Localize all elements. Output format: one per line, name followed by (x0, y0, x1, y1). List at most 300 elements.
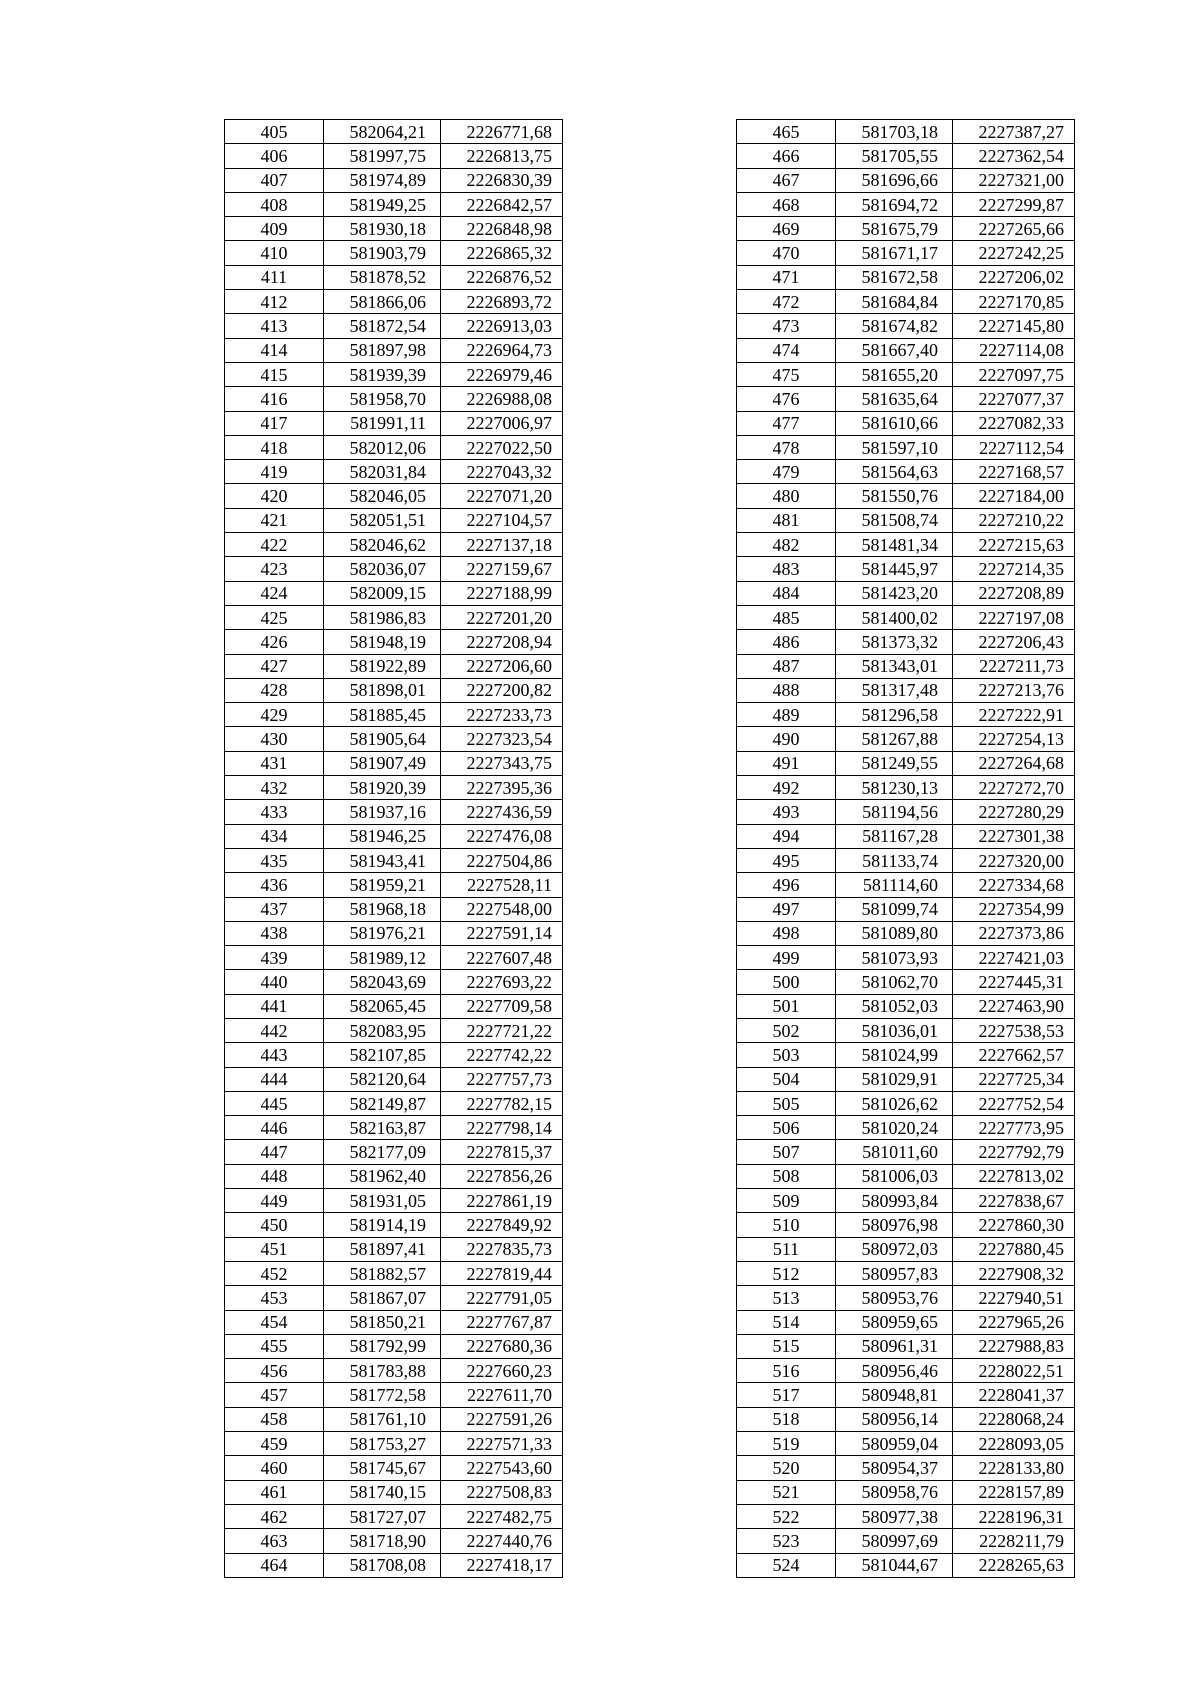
point-number-cell: 455 (225, 1334, 324, 1358)
y-coordinate-cell: 2227709,58 (441, 994, 563, 1018)
table-row (737, 1310, 1075, 1334)
y-coordinate-cell: 2227082,33 (953, 411, 1075, 435)
y-coordinate-cell: 2227440,76 (441, 1529, 563, 1553)
point-number-cell: 443 (225, 1043, 324, 1067)
x-coordinate-cell: 581792,99 (324, 1334, 441, 1358)
y-coordinate-cell: 2228157,89 (953, 1480, 1075, 1504)
table-row (737, 241, 1075, 265)
table-row (737, 1334, 1075, 1358)
x-coordinate-cell: 581907,49 (324, 751, 441, 775)
table-row (225, 1553, 563, 1577)
point-number-cell: 407 (225, 168, 324, 192)
table-row (225, 1504, 563, 1528)
table-row (225, 824, 563, 848)
point-number-cell: 447 (225, 1140, 324, 1164)
point-number-cell: 504 (737, 1067, 836, 1091)
x-coordinate-cell: 581914,19 (324, 1213, 441, 1237)
y-coordinate-cell: 2227208,94 (441, 630, 563, 654)
x-coordinate-cell: 581052,03 (836, 994, 953, 1018)
point-number-cell: 512 (737, 1261, 836, 1285)
y-coordinate-cell: 2227145,80 (953, 314, 1075, 338)
y-coordinate-cell: 2227299,87 (953, 192, 1075, 216)
x-coordinate-cell: 581898,01 (324, 678, 441, 702)
x-coordinate-cell: 581962,40 (324, 1164, 441, 1188)
x-coordinate-cell: 581745,67 (324, 1456, 441, 1480)
table-row (225, 703, 563, 727)
table-row (225, 1091, 563, 1115)
table-row (225, 1043, 563, 1067)
point-number-cell: 424 (225, 581, 324, 605)
point-number-cell: 466 (737, 144, 836, 168)
point-number-cell: 450 (225, 1213, 324, 1237)
table-row (737, 1261, 1075, 1285)
table-row (737, 362, 1075, 386)
table-row (737, 776, 1075, 800)
point-number-cell: 475 (737, 362, 836, 386)
x-coordinate-cell: 581610,66 (836, 411, 953, 435)
x-coordinate-cell: 580959,65 (836, 1310, 953, 1334)
point-number-cell: 474 (737, 338, 836, 362)
y-coordinate-cell: 2227835,73 (441, 1237, 563, 1261)
y-coordinate-cell: 2227815,37 (441, 1140, 563, 1164)
table-row (225, 338, 563, 362)
point-number-cell: 465 (737, 120, 836, 144)
point-number-cell: 480 (737, 484, 836, 508)
point-number-cell: 452 (225, 1261, 324, 1285)
y-coordinate-cell: 2227725,34 (953, 1067, 1075, 1091)
point-number-cell: 500 (737, 970, 836, 994)
x-coordinate-cell: 581946,25 (324, 824, 441, 848)
point-number-cell: 456 (225, 1359, 324, 1383)
table-row (225, 484, 563, 508)
point-number-cell: 491 (737, 751, 836, 775)
y-coordinate-cell: 2228041,37 (953, 1383, 1075, 1407)
point-number-cell: 451 (225, 1237, 324, 1261)
y-coordinate-cell: 2228265,63 (953, 1553, 1075, 1577)
point-number-cell: 413 (225, 314, 324, 338)
y-coordinate-cell: 2227071,20 (441, 484, 563, 508)
x-coordinate-cell: 581772,58 (324, 1383, 441, 1407)
y-coordinate-cell: 2226771,68 (441, 120, 563, 144)
point-number-cell: 493 (737, 800, 836, 824)
x-coordinate-cell: 582120,64 (324, 1067, 441, 1091)
x-coordinate-cell: 581943,41 (324, 848, 441, 872)
y-coordinate-cell: 2227988,83 (953, 1334, 1075, 1358)
x-coordinate-cell: 581708,08 (324, 1553, 441, 1577)
table-row (225, 1018, 563, 1042)
x-coordinate-cell: 582031,84 (324, 460, 441, 484)
table-row (737, 460, 1075, 484)
x-coordinate-cell: 581343,01 (836, 654, 953, 678)
y-coordinate-cell: 2228133,80 (953, 1456, 1075, 1480)
x-coordinate-cell: 581267,88 (836, 727, 953, 751)
y-coordinate-cell: 2227880,45 (953, 1237, 1075, 1261)
y-coordinate-cell: 2227343,75 (441, 751, 563, 775)
y-coordinate-cell: 2227211,73 (953, 654, 1075, 678)
x-coordinate-cell: 580993,84 (836, 1189, 953, 1213)
x-coordinate-cell: 581882,57 (324, 1261, 441, 1285)
x-coordinate-cell: 581878,52 (324, 265, 441, 289)
point-number-cell: 517 (737, 1383, 836, 1407)
x-coordinate-cell: 581400,02 (836, 605, 953, 629)
x-coordinate-cell: 581114,60 (836, 873, 953, 897)
x-coordinate-cell: 581099,74 (836, 897, 953, 921)
x-coordinate-cell: 581905,64 (324, 727, 441, 751)
y-coordinate-cell: 2226848,98 (441, 217, 563, 241)
point-number-cell: 509 (737, 1189, 836, 1213)
table-row (737, 824, 1075, 848)
table-row (225, 630, 563, 654)
table-row (737, 1140, 1075, 1164)
table-row (737, 435, 1075, 459)
table-row (225, 727, 563, 751)
point-number-cell: 421 (225, 508, 324, 532)
point-number-cell: 459 (225, 1432, 324, 1456)
y-coordinate-cell: 2227170,85 (953, 290, 1075, 314)
table-row (737, 1359, 1075, 1383)
y-coordinate-cell: 2226830,39 (441, 168, 563, 192)
point-number-cell: 502 (737, 1018, 836, 1042)
table-row (737, 897, 1075, 921)
x-coordinate-cell: 581867,07 (324, 1286, 441, 1310)
point-number-cell: 461 (225, 1480, 324, 1504)
table-row (225, 217, 563, 241)
table-row (737, 1529, 1075, 1553)
x-coordinate-cell: 581133,74 (836, 848, 953, 872)
y-coordinate-cell: 2227264,68 (953, 751, 1075, 775)
x-coordinate-cell: 581903,79 (324, 241, 441, 265)
y-coordinate-cell: 2227104,57 (441, 508, 563, 532)
point-number-cell: 410 (225, 241, 324, 265)
y-coordinate-cell: 2227543,60 (441, 1456, 563, 1480)
point-number-cell: 409 (225, 217, 324, 241)
x-coordinate-cell: 581986,83 (324, 605, 441, 629)
y-coordinate-cell: 2227838,67 (953, 1189, 1075, 1213)
x-coordinate-cell: 581703,18 (836, 120, 953, 144)
point-number-cell: 464 (225, 1553, 324, 1577)
x-coordinate-cell: 581249,55 (836, 751, 953, 775)
point-number-cell: 431 (225, 751, 324, 775)
point-number-cell: 414 (225, 338, 324, 362)
x-coordinate-cell: 581872,54 (324, 314, 441, 338)
point-number-cell: 406 (225, 144, 324, 168)
x-coordinate-cell: 581655,20 (836, 362, 953, 386)
table-row (225, 1407, 563, 1431)
y-coordinate-cell: 2227188,99 (441, 581, 563, 605)
y-coordinate-cell: 2227043,32 (441, 460, 563, 484)
table-row (737, 946, 1075, 970)
table-row (225, 241, 563, 265)
point-number-cell: 442 (225, 1018, 324, 1042)
coordinates-table-left (224, 119, 563, 1578)
point-number-cell: 412 (225, 290, 324, 314)
table-row (737, 1553, 1075, 1577)
table-row (225, 1359, 563, 1383)
y-coordinate-cell: 2226893,72 (441, 290, 563, 314)
y-coordinate-cell: 2227254,13 (953, 727, 1075, 751)
table-row (225, 387, 563, 411)
point-number-cell: 511 (737, 1237, 836, 1261)
x-coordinate-cell: 581931,05 (324, 1189, 441, 1213)
point-number-cell: 507 (737, 1140, 836, 1164)
y-coordinate-cell: 2227782,15 (441, 1091, 563, 1115)
table-row (225, 800, 563, 824)
x-coordinate-cell: 582107,85 (324, 1043, 441, 1067)
y-coordinate-cell: 2227201,20 (441, 605, 563, 629)
table-row (737, 1383, 1075, 1407)
y-coordinate-cell: 2227233,73 (441, 703, 563, 727)
y-coordinate-cell: 2227022,50 (441, 435, 563, 459)
x-coordinate-cell: 581939,39 (324, 362, 441, 386)
y-coordinate-cell: 2227213,76 (953, 678, 1075, 702)
x-coordinate-cell: 581696,66 (836, 168, 953, 192)
x-coordinate-cell: 582064,21 (324, 120, 441, 144)
table-row (225, 168, 563, 192)
y-coordinate-cell: 2227482,75 (441, 1504, 563, 1528)
x-coordinate-cell: 580961,31 (836, 1334, 953, 1358)
point-number-cell: 438 (225, 921, 324, 945)
x-coordinate-cell: 581020,24 (836, 1116, 953, 1140)
point-number-cell: 487 (737, 654, 836, 678)
y-coordinate-cell: 2226913,03 (441, 314, 563, 338)
table-row (225, 508, 563, 532)
y-coordinate-cell: 2227591,26 (441, 1407, 563, 1431)
table-row (737, 921, 1075, 945)
point-number-cell: 495 (737, 848, 836, 872)
x-coordinate-cell: 581761,10 (324, 1407, 441, 1431)
table-row (225, 678, 563, 702)
point-number-cell: 513 (737, 1286, 836, 1310)
point-number-cell: 411 (225, 265, 324, 289)
x-coordinate-cell: 581974,89 (324, 168, 441, 192)
table-row (737, 533, 1075, 557)
y-coordinate-cell: 2227159,67 (441, 557, 563, 581)
x-coordinate-cell: 581948,19 (324, 630, 441, 654)
table-row (737, 630, 1075, 654)
point-number-cell: 427 (225, 654, 324, 678)
y-coordinate-cell: 2227798,14 (441, 1116, 563, 1140)
x-coordinate-cell: 580953,76 (836, 1286, 953, 1310)
y-coordinate-cell: 2227112,54 (953, 435, 1075, 459)
table-row (225, 897, 563, 921)
table-row (225, 192, 563, 216)
y-coordinate-cell: 2227208,89 (953, 581, 1075, 605)
x-coordinate-cell: 581089,80 (836, 921, 953, 945)
x-coordinate-cell: 581006,03 (836, 1164, 953, 1188)
y-coordinate-cell: 2227611,70 (441, 1383, 563, 1407)
y-coordinate-cell: 2227548,00 (441, 897, 563, 921)
x-coordinate-cell: 581705,55 (836, 144, 953, 168)
x-coordinate-cell: 580956,46 (836, 1359, 953, 1383)
point-number-cell: 505 (737, 1091, 836, 1115)
table-row (737, 1286, 1075, 1310)
y-coordinate-cell: 2227387,27 (953, 120, 1075, 144)
y-coordinate-cell: 2227860,30 (953, 1213, 1075, 1237)
point-number-cell: 437 (225, 897, 324, 921)
y-coordinate-cell: 2227849,92 (441, 1213, 563, 1237)
point-number-cell: 501 (737, 994, 836, 1018)
table-row (225, 1116, 563, 1140)
x-coordinate-cell: 581011,60 (836, 1140, 953, 1164)
y-coordinate-cell: 2227528,11 (441, 873, 563, 897)
x-coordinate-cell: 581959,21 (324, 873, 441, 897)
table-row (225, 581, 563, 605)
y-coordinate-cell: 2227767,87 (441, 1310, 563, 1334)
y-coordinate-cell: 2227222,91 (953, 703, 1075, 727)
table-row (225, 557, 563, 581)
point-number-cell: 453 (225, 1286, 324, 1310)
point-number-cell: 446 (225, 1116, 324, 1140)
table-row (225, 362, 563, 386)
table-row (737, 727, 1075, 751)
x-coordinate-cell: 580958,76 (836, 1480, 953, 1504)
y-coordinate-cell: 2226865,32 (441, 241, 563, 265)
x-coordinate-cell: 581968,18 (324, 897, 441, 921)
x-coordinate-cell: 581550,76 (836, 484, 953, 508)
point-number-cell: 520 (737, 1456, 836, 1480)
x-coordinate-cell: 581718,90 (324, 1529, 441, 1553)
point-number-cell: 481 (737, 508, 836, 532)
point-number-cell: 514 (737, 1310, 836, 1334)
table-row (737, 1237, 1075, 1261)
table-row (737, 1213, 1075, 1237)
table-row (225, 873, 563, 897)
y-coordinate-cell: 2227463,90 (953, 994, 1075, 1018)
y-coordinate-cell: 2227210,22 (953, 508, 1075, 532)
point-number-cell: 484 (737, 581, 836, 605)
y-coordinate-cell: 2228196,31 (953, 1504, 1075, 1528)
table-row (225, 751, 563, 775)
y-coordinate-cell: 2228211,79 (953, 1529, 1075, 1553)
point-number-cell: 439 (225, 946, 324, 970)
point-number-cell: 524 (737, 1553, 836, 1577)
point-number-cell: 449 (225, 1189, 324, 1213)
y-coordinate-cell: 2227538,53 (953, 1018, 1075, 1042)
y-coordinate-cell: 2227856,26 (441, 1164, 563, 1188)
y-coordinate-cell: 2227861,19 (441, 1189, 563, 1213)
table-row (737, 605, 1075, 629)
table-row (737, 484, 1075, 508)
point-number-cell: 482 (737, 533, 836, 557)
y-coordinate-cell: 2227242,25 (953, 241, 1075, 265)
y-coordinate-cell: 2227791,05 (441, 1286, 563, 1310)
y-coordinate-cell: 2227197,08 (953, 605, 1075, 629)
x-coordinate-cell: 581672,58 (836, 265, 953, 289)
y-coordinate-cell: 2227206,43 (953, 630, 1075, 654)
point-number-cell: 419 (225, 460, 324, 484)
table-row (737, 654, 1075, 678)
y-coordinate-cell: 2227752,54 (953, 1091, 1075, 1115)
point-number-cell: 417 (225, 411, 324, 435)
point-number-cell: 486 (737, 630, 836, 654)
x-coordinate-cell: 581194,56 (836, 800, 953, 824)
x-coordinate-cell: 580948,81 (836, 1383, 953, 1407)
x-coordinate-cell: 581997,75 (324, 144, 441, 168)
point-number-cell: 436 (225, 873, 324, 897)
y-coordinate-cell: 2227206,02 (953, 265, 1075, 289)
x-coordinate-cell: 581958,70 (324, 387, 441, 411)
x-coordinate-cell: 581508,74 (836, 508, 953, 532)
point-number-cell: 428 (225, 678, 324, 702)
y-coordinate-cell: 2227940,51 (953, 1286, 1075, 1310)
y-coordinate-cell: 2227508,83 (441, 1480, 563, 1504)
y-coordinate-cell: 2227607,48 (441, 946, 563, 970)
point-number-cell: 434 (225, 824, 324, 848)
x-coordinate-cell: 581667,40 (836, 338, 953, 362)
y-coordinate-cell: 2227206,60 (441, 654, 563, 678)
point-number-cell: 488 (737, 678, 836, 702)
point-number-cell: 415 (225, 362, 324, 386)
x-coordinate-cell: 581989,12 (324, 946, 441, 970)
y-coordinate-cell: 2227571,33 (441, 1432, 563, 1456)
table-row (225, 946, 563, 970)
table-row (225, 1140, 563, 1164)
table-row (225, 1310, 563, 1334)
table-row (737, 1504, 1075, 1528)
table-row (225, 1164, 563, 1188)
point-number-cell: 503 (737, 1043, 836, 1067)
point-number-cell: 416 (225, 387, 324, 411)
point-number-cell: 441 (225, 994, 324, 1018)
table-row (737, 1432, 1075, 1456)
table-row (225, 1456, 563, 1480)
y-coordinate-cell: 2227265,66 (953, 217, 1075, 241)
point-number-cell: 432 (225, 776, 324, 800)
table-row (225, 1261, 563, 1285)
x-coordinate-cell: 582043,69 (324, 970, 441, 994)
x-coordinate-cell: 581949,25 (324, 192, 441, 216)
y-coordinate-cell: 2227591,14 (441, 921, 563, 945)
point-number-cell: 506 (737, 1116, 836, 1140)
x-coordinate-cell: 581036,01 (836, 1018, 953, 1042)
y-coordinate-cell: 2227321,00 (953, 168, 1075, 192)
point-number-cell: 448 (225, 1164, 324, 1188)
x-coordinate-cell: 582177,09 (324, 1140, 441, 1164)
point-number-cell: 492 (737, 776, 836, 800)
point-number-cell: 496 (737, 873, 836, 897)
table-row (225, 776, 563, 800)
table-row (737, 192, 1075, 216)
table-row (737, 120, 1075, 144)
x-coordinate-cell: 580954,37 (836, 1456, 953, 1480)
y-coordinate-cell: 2227476,08 (441, 824, 563, 848)
x-coordinate-cell: 581684,84 (836, 290, 953, 314)
x-coordinate-cell: 581024,99 (836, 1043, 953, 1067)
x-coordinate-cell: 580997,69 (836, 1529, 953, 1553)
point-number-cell: 423 (225, 557, 324, 581)
point-number-cell: 518 (737, 1407, 836, 1431)
y-coordinate-cell: 2228068,24 (953, 1407, 1075, 1431)
point-number-cell: 425 (225, 605, 324, 629)
y-coordinate-cell: 2227819,44 (441, 1261, 563, 1285)
point-number-cell: 483 (737, 557, 836, 581)
table-row (737, 144, 1075, 168)
y-coordinate-cell: 2227757,73 (441, 1067, 563, 1091)
x-coordinate-cell: 581850,21 (324, 1310, 441, 1334)
table-row (737, 1067, 1075, 1091)
x-coordinate-cell: 581937,16 (324, 800, 441, 824)
point-number-cell: 515 (737, 1334, 836, 1358)
table-row (225, 265, 563, 289)
x-coordinate-cell: 581445,97 (836, 557, 953, 581)
y-coordinate-cell: 2227421,03 (953, 946, 1075, 970)
point-number-cell: 470 (737, 241, 836, 265)
table-row (225, 460, 563, 484)
point-number-cell: 457 (225, 1383, 324, 1407)
table-row (737, 1456, 1075, 1480)
x-coordinate-cell: 581373,32 (836, 630, 953, 654)
y-coordinate-cell: 2227445,31 (953, 970, 1075, 994)
